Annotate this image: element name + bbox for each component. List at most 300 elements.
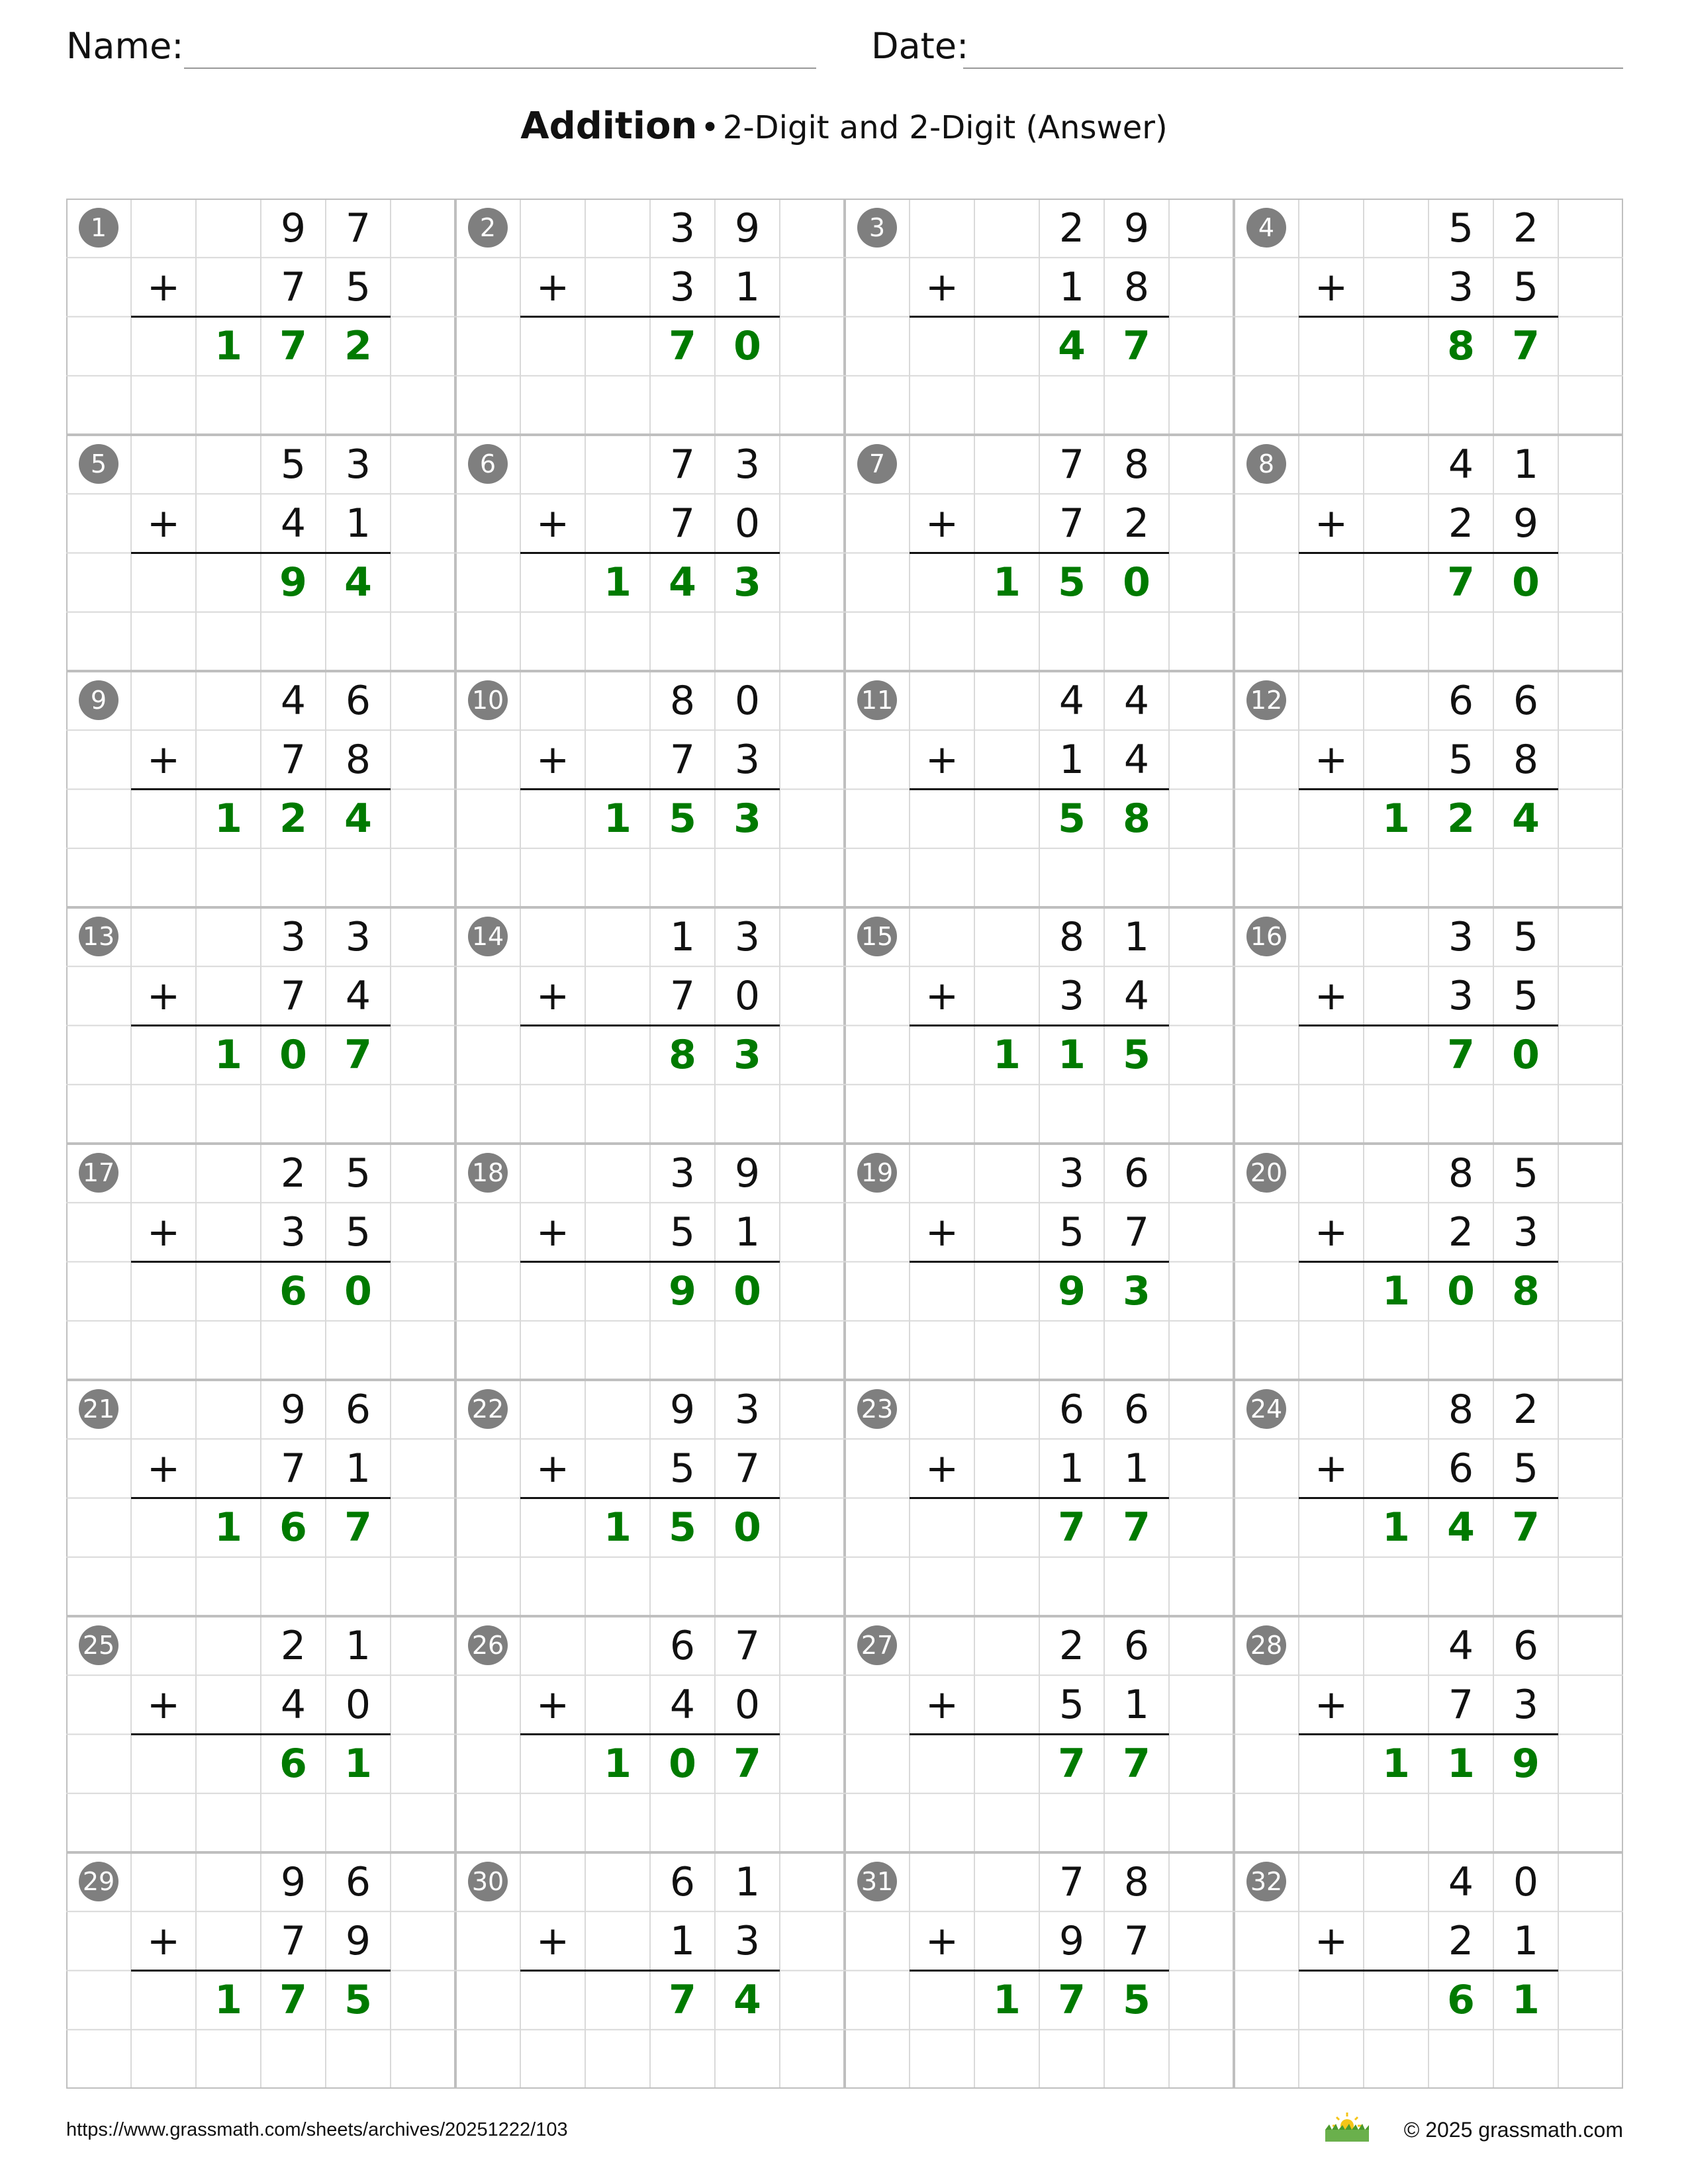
problem-number-badge: 24 xyxy=(1246,1389,1286,1429)
answer-digit: 7 xyxy=(1058,1504,1086,1551)
addend-bottom-digit: 1 xyxy=(1513,1917,1539,1964)
answer-digit: 1 xyxy=(604,1741,632,1787)
answer-digit: 9 xyxy=(1058,1268,1086,1314)
addend-top-digit: 5 xyxy=(1448,205,1474,251)
answer-digit: 0 xyxy=(1447,1268,1475,1314)
addend-top-digit: 8 xyxy=(1123,441,1150,488)
addend-bottom-digit: 5 xyxy=(669,1445,696,1492)
answer-digit: 0 xyxy=(733,323,761,369)
plus-sign: + xyxy=(146,1208,181,1255)
addend-bottom-digit: 3 xyxy=(669,263,696,310)
problem-number-badge: 25 xyxy=(79,1625,118,1665)
answer-digit: 7 xyxy=(1123,1504,1150,1551)
answer-digit: 7 xyxy=(1123,323,1150,369)
footer-url: https://www.grassmath.com/sheets/archives/20251222/103 xyxy=(66,2119,568,2140)
answer-digit: 0 xyxy=(1512,559,1540,606)
addend-bottom-digit: 4 xyxy=(1123,736,1150,783)
addend-top-digit: 2 xyxy=(1513,205,1539,251)
plus-sign: + xyxy=(925,1445,959,1492)
problem-number-badge: 2 xyxy=(468,208,508,248)
addend-bottom-digit: 7 xyxy=(280,1445,306,1492)
addend-bottom-digit: 9 xyxy=(345,1917,371,1964)
addend-bottom-digit: 1 xyxy=(1058,1445,1085,1492)
answer-digit: 5 xyxy=(1058,559,1086,606)
answer-digit: 7 xyxy=(1058,1977,1086,2023)
plus-sign: + xyxy=(536,972,570,1019)
problem-number-badge: 11 xyxy=(857,680,897,720)
addend-top-digit: 3 xyxy=(1058,1150,1085,1197)
addend-top-digit: 6 xyxy=(345,1386,371,1433)
answer-digit: 1 xyxy=(214,1977,242,2023)
addend-top-digit: 2 xyxy=(280,1622,306,1669)
addend-bottom-digit: 7 xyxy=(1448,1681,1474,1728)
addend-top-digit: 4 xyxy=(1123,677,1150,724)
addend-top-digit: 6 xyxy=(1513,677,1539,724)
addend-bottom-digit: 1 xyxy=(1058,263,1085,310)
addend-top-digit: 9 xyxy=(734,1150,761,1197)
addend-top-digit: 6 xyxy=(1448,677,1474,724)
addend-bottom-digit: 3 xyxy=(734,736,761,783)
addend-bottom-digit: 3 xyxy=(280,1208,306,1255)
problem-number-badge: 32 xyxy=(1246,1862,1286,1901)
addend-top-digit: 4 xyxy=(280,677,306,724)
addend-bottom-digit: 0 xyxy=(734,500,761,547)
addend-bottom-digit: 1 xyxy=(734,263,761,310)
plus-sign: + xyxy=(146,972,181,1019)
plus-sign: + xyxy=(146,500,181,547)
answer-digit: 0 xyxy=(1512,1032,1540,1078)
answer-digit: 8 xyxy=(1512,1268,1540,1314)
plus-sign: + xyxy=(146,1681,181,1728)
answer-digit xyxy=(974,1498,1039,1557)
problem-number-badge: 4 xyxy=(1246,208,1286,248)
answer-digit xyxy=(974,1735,1039,1794)
addend-bottom-digit: 5 xyxy=(1448,736,1474,783)
answer-digit: 6 xyxy=(279,1268,307,1314)
addend-bottom-digit: 3 xyxy=(1058,972,1085,1019)
answer-digit: 7 xyxy=(1512,1504,1540,1551)
addend-top-digit: 9 xyxy=(280,205,306,251)
addend-bottom-digit: 0 xyxy=(734,972,761,1019)
answer-digit: 1 xyxy=(1382,1268,1410,1314)
plus-sign: + xyxy=(536,1445,570,1492)
footer-copyright: © 2025 grassmath.com xyxy=(1403,2118,1623,2142)
addend-top-digit: 7 xyxy=(1058,1858,1085,1905)
addend-top-digit: 7 xyxy=(1058,441,1085,488)
addend-bottom-digit: 4 xyxy=(1123,972,1150,1019)
problem-number-badge: 21 xyxy=(79,1389,118,1429)
addend-bottom-digit: 2 xyxy=(1448,1208,1474,1255)
answer-digit: 4 xyxy=(669,559,696,606)
answer-digit: 1 xyxy=(993,1977,1021,2023)
answer-digit xyxy=(585,1971,650,2030)
addend-bottom-digit: 2 xyxy=(1448,500,1474,547)
problem-number-badge: 12 xyxy=(1246,680,1286,720)
addend-top-digit: 2 xyxy=(280,1150,306,1197)
addend-bottom-digit: 4 xyxy=(669,1681,696,1728)
problem-number-badge: 14 xyxy=(468,917,508,956)
addend-bottom-digit: 7 xyxy=(669,972,696,1019)
answer-digit: 4 xyxy=(344,559,372,606)
addend-top-digit: 9 xyxy=(734,205,761,251)
addend-top-digit: 4 xyxy=(1058,677,1085,724)
addend-bottom-digit: 7 xyxy=(280,1917,306,1964)
addend-bottom-digit: 1 xyxy=(345,1445,371,1492)
problem-number-badge: 22 xyxy=(468,1389,508,1429)
addend-top-digit: 4 xyxy=(1448,1858,1474,1905)
addend-bottom-digit: 3 xyxy=(1513,1208,1539,1255)
addend-top-digit: 9 xyxy=(669,1386,696,1433)
addend-top-digit: 8 xyxy=(1448,1386,1474,1433)
answer-digit: 1 xyxy=(1447,1741,1475,1787)
answer-digit: 7 xyxy=(344,1032,372,1078)
addend-bottom-digit: 1 xyxy=(1058,736,1085,783)
problem-number-badge: 28 xyxy=(1246,1625,1286,1665)
plus-sign: + xyxy=(536,736,570,783)
plus-sign: + xyxy=(1314,263,1348,310)
answer-digit: 1 xyxy=(1382,796,1410,842)
date-field-line[interactable] xyxy=(963,68,1623,69)
problem-number-badge: 30 xyxy=(468,1862,508,1901)
addend-top-digit: 3 xyxy=(345,913,371,960)
answer-digit: 7 xyxy=(669,1977,696,2023)
addend-top-digit: 8 xyxy=(1448,1150,1474,1197)
addend-bottom-digit: 6 xyxy=(1448,1445,1474,1492)
addend-top-digit: 5 xyxy=(280,441,306,488)
answer-digit: 4 xyxy=(1058,323,1086,369)
addend-bottom-digit: 5 xyxy=(669,1208,696,1255)
answer-digit: 1 xyxy=(604,1504,632,1551)
answer-digit xyxy=(974,1262,1039,1321)
problem-number-badge: 15 xyxy=(857,917,897,956)
title-subtitle: 2-Digit and 2-Digit (Answer) xyxy=(722,109,1168,146)
addend-bottom-digit: 3 xyxy=(734,1917,761,1964)
answer-digit: 7 xyxy=(1512,323,1540,369)
answer-digit: 1 xyxy=(993,559,1021,606)
answer-digit: 4 xyxy=(1447,1504,1475,1551)
answer-digit: 1 xyxy=(214,1504,242,1551)
answer-digit: 8 xyxy=(1123,796,1150,842)
grassmath-logo-icon xyxy=(1324,2110,1370,2143)
answer-digit: 9 xyxy=(279,559,307,606)
addend-bottom-digit: 2 xyxy=(1123,500,1150,547)
addend-top-digit: 2 xyxy=(1513,1386,1539,1433)
answer-digit: 1 xyxy=(344,1741,372,1787)
problem-number-badge: 16 xyxy=(1246,917,1286,956)
answer-digit xyxy=(1364,553,1429,612)
answer-digit: 0 xyxy=(279,1032,307,1078)
addend-top-digit: 6 xyxy=(1123,1386,1150,1433)
problem-number-badge: 31 xyxy=(857,1862,897,1901)
answer-digit: 5 xyxy=(1058,796,1086,842)
addend-top-digit: 1 xyxy=(734,1858,761,1905)
answer-digit: 4 xyxy=(344,796,372,842)
addend-top-digit: 6 xyxy=(669,1622,696,1669)
addend-bottom-digit: 1 xyxy=(345,500,371,547)
addend-bottom-digit: 4 xyxy=(280,500,306,547)
answer-digit xyxy=(585,317,650,376)
problem-number-badge: 29 xyxy=(79,1862,118,1901)
plus-sign: + xyxy=(1314,1681,1348,1728)
addend-top-digit: 3 xyxy=(669,205,696,251)
answer-digit: 4 xyxy=(1512,796,1540,842)
answer-digit: 2 xyxy=(1447,796,1475,842)
answer-digit: 5 xyxy=(344,1977,372,2023)
answer-digit: 5 xyxy=(1123,1032,1150,1078)
addend-top-digit: 3 xyxy=(669,1150,696,1197)
addend-bottom-digit: 1 xyxy=(669,1917,696,1964)
answer-digit: 6 xyxy=(1447,1977,1475,2023)
addend-top-digit: 3 xyxy=(734,913,761,960)
plus-sign: + xyxy=(1314,736,1348,783)
answer-digit: 1 xyxy=(214,1032,242,1078)
addend-top-digit: 6 xyxy=(1123,1622,1150,1669)
name-label: Name: xyxy=(66,25,184,67)
addend-top-digit: 3 xyxy=(345,441,371,488)
answer-digit xyxy=(585,1026,650,1085)
addend-bottom-digit: 5 xyxy=(1513,972,1539,1019)
plus-sign: + xyxy=(1314,972,1348,1019)
answer-digit: 6 xyxy=(279,1504,307,1551)
answer-digit xyxy=(196,553,261,612)
addend-bottom-digit: 5 xyxy=(1513,263,1539,310)
addend-top-digit: 7 xyxy=(669,441,696,488)
answer-digit: 9 xyxy=(669,1268,696,1314)
addend-top-digit: 9 xyxy=(1123,205,1150,251)
addend-top-digit: 2 xyxy=(1058,205,1085,251)
answer-digit: 7 xyxy=(279,323,307,369)
addend-bottom-digit: 1 xyxy=(734,1208,761,1255)
plus-sign: + xyxy=(536,500,570,547)
answer-digit: 0 xyxy=(733,1504,761,1551)
addend-bottom-digit: 5 xyxy=(1058,1681,1085,1728)
addend-top-digit: 3 xyxy=(734,441,761,488)
answer-digit: 3 xyxy=(1123,1268,1150,1314)
plus-sign: + xyxy=(1314,1208,1348,1255)
addend-bottom-digit: 7 xyxy=(1123,1917,1150,1964)
problem-number-badge: 18 xyxy=(468,1153,508,1193)
plus-sign: + xyxy=(146,736,181,783)
answer-digit: 7 xyxy=(1447,1032,1475,1078)
answer-digit: 7 xyxy=(1447,559,1475,606)
addend-bottom-digit: 3 xyxy=(1448,972,1474,1019)
name-field-line[interactable] xyxy=(184,68,816,69)
addend-bottom-digit: 7 xyxy=(669,736,696,783)
answer-digit: 2 xyxy=(344,323,372,369)
addend-bottom-digit: 4 xyxy=(280,1681,306,1728)
addend-bottom-digit: 0 xyxy=(345,1681,371,1728)
answer-digit xyxy=(1364,1971,1429,2030)
answer-digit: 6 xyxy=(279,1741,307,1787)
answer-digit: 5 xyxy=(669,796,696,842)
title-main: Addition xyxy=(520,105,698,148)
addend-bottom-digit: 2 xyxy=(1448,1917,1474,1964)
addend-bottom-digit: 9 xyxy=(1058,1917,1085,1964)
answer-digit xyxy=(1364,317,1429,376)
plus-sign: + xyxy=(1314,500,1348,547)
plus-sign: + xyxy=(925,500,959,547)
problem-number-badge: 6 xyxy=(468,444,508,484)
answer-digit: 4 xyxy=(733,1977,761,2023)
plus-sign: + xyxy=(925,736,959,783)
addend-top-digit: 5 xyxy=(345,1150,371,1197)
answer-digit: 7 xyxy=(733,1741,761,1787)
addend-top-digit: 7 xyxy=(734,1622,761,1669)
answer-digit: 5 xyxy=(669,1504,696,1551)
addend-bottom-digit: 5 xyxy=(345,263,371,310)
addend-top-digit: 1 xyxy=(1513,441,1539,488)
addend-top-digit: 8 xyxy=(669,677,696,724)
answer-digit: 0 xyxy=(344,1268,372,1314)
addend-bottom-digit: 5 xyxy=(1513,1445,1539,1492)
addend-top-digit: 8 xyxy=(1123,1858,1150,1905)
addend-bottom-digit: 5 xyxy=(345,1208,371,1255)
addend-bottom-digit: 8 xyxy=(1123,263,1150,310)
answer-digit: 3 xyxy=(733,559,761,606)
problem-number-badge: 10 xyxy=(468,680,508,720)
problem-number-badge: 20 xyxy=(1246,1153,1286,1193)
answer-digit: 7 xyxy=(279,1977,307,2023)
problem-number-badge: 13 xyxy=(79,917,118,956)
answer-digit: 3 xyxy=(733,1032,761,1078)
addend-top-digit: 4 xyxy=(1448,1622,1474,1669)
addend-top-digit: 1 xyxy=(345,1622,371,1669)
problem-number-badge: 7 xyxy=(857,444,897,484)
answer-digit xyxy=(1364,1026,1429,1085)
problem-number-badge: 19 xyxy=(857,1153,897,1193)
addend-top-digit: 7 xyxy=(345,205,371,251)
title-bullet: • xyxy=(700,109,720,146)
addend-bottom-digit: 7 xyxy=(734,1445,761,1492)
answer-digit: 5 xyxy=(1123,1977,1150,2023)
addend-top-digit: 0 xyxy=(734,677,761,724)
answer-digit xyxy=(974,790,1039,848)
addend-bottom-digit: 5 xyxy=(1058,1208,1085,1255)
addend-bottom-digit: 1 xyxy=(1123,1445,1150,1492)
addend-top-digit: 8 xyxy=(1058,913,1085,960)
addend-bottom-digit: 7 xyxy=(280,972,306,1019)
problem-number-badge: 1 xyxy=(79,208,118,248)
problem-number-badge: 5 xyxy=(79,444,118,484)
answer-digit: 8 xyxy=(669,1032,696,1078)
addend-top-digit: 6 xyxy=(1058,1386,1085,1433)
answer-digit: 1 xyxy=(1382,1741,1410,1787)
answer-digit xyxy=(585,1262,650,1321)
plus-sign: + xyxy=(146,1917,181,1964)
plus-sign: + xyxy=(1314,1917,1348,1964)
answer-digit: 1 xyxy=(1512,1977,1540,2023)
addend-bottom-digit: 8 xyxy=(345,736,371,783)
problem-number-badge: 23 xyxy=(857,1389,897,1429)
addend-top-digit: 4 xyxy=(1448,441,1474,488)
addend-top-digit: 5 xyxy=(1513,1150,1539,1197)
date-label: Date: xyxy=(871,25,969,67)
answer-digit: 1 xyxy=(993,1032,1021,1078)
worksheet-title xyxy=(0,105,1688,148)
addend-bottom-digit: 0 xyxy=(734,1681,761,1728)
addend-bottom-digit: 7 xyxy=(280,736,306,783)
addend-top-digit: 1 xyxy=(1123,913,1150,960)
addend-top-digit: 0 xyxy=(1513,1858,1539,1905)
plus-sign: + xyxy=(925,1208,959,1255)
addend-top-digit: 1 xyxy=(669,913,696,960)
problem-number-badge: 3 xyxy=(857,208,897,248)
addend-top-digit: 6 xyxy=(1123,1150,1150,1197)
problem-number-badge: 27 xyxy=(857,1625,897,1665)
plus-sign: + xyxy=(536,1208,570,1255)
plus-sign: + xyxy=(536,1917,570,1964)
answer-digit: 7 xyxy=(344,1504,372,1551)
plus-sign: + xyxy=(925,263,959,310)
problem-number-badge: 17 xyxy=(79,1153,118,1193)
answer-digit: 1 xyxy=(214,796,242,842)
plus-sign: + xyxy=(536,1681,570,1728)
plus-sign: + xyxy=(925,1917,959,1964)
problem-grid xyxy=(66,199,1623,2089)
answer-digit: 2 xyxy=(279,796,307,842)
addend-bottom-digit: 1 xyxy=(1123,1681,1150,1728)
addend-bottom-digit: 7 xyxy=(280,263,306,310)
addend-top-digit: 6 xyxy=(345,677,371,724)
addend-bottom-digit: 3 xyxy=(1513,1681,1539,1728)
answer-digit xyxy=(196,1262,261,1321)
answer-digit: 0 xyxy=(733,1268,761,1314)
answer-digit: 1 xyxy=(604,796,632,842)
problem-number-badge: 8 xyxy=(1246,444,1286,484)
answer-digit: 7 xyxy=(1058,1741,1086,1787)
addend-bottom-digit: 3 xyxy=(1448,263,1474,310)
addend-top-digit: 6 xyxy=(669,1858,696,1905)
addend-bottom-digit: 9 xyxy=(1513,500,1539,547)
addend-top-digit: 3 xyxy=(1448,913,1474,960)
plus-sign: + xyxy=(146,263,181,310)
addend-top-digit: 6 xyxy=(1513,1622,1539,1669)
plus-sign: + xyxy=(1314,1445,1348,1492)
problem-number-badge: 9 xyxy=(79,680,118,720)
addend-bottom-digit: 7 xyxy=(1058,500,1085,547)
answer-digit: 7 xyxy=(669,323,696,369)
plus-sign: + xyxy=(536,263,570,310)
answer-digit xyxy=(196,1735,261,1794)
addend-top-digit: 9 xyxy=(280,1858,306,1905)
problem-number-badge: 26 xyxy=(468,1625,508,1665)
answer-digit: 1 xyxy=(1058,1032,1086,1078)
plus-sign: + xyxy=(146,1445,181,1492)
addend-top-digit: 6 xyxy=(345,1858,371,1905)
addend-top-digit: 9 xyxy=(280,1386,306,1433)
answer-digit: 1 xyxy=(1382,1504,1410,1551)
answer-digit: 3 xyxy=(733,796,761,842)
answer-digit: 8 xyxy=(1447,323,1475,369)
answer-digit: 9 xyxy=(1512,1741,1540,1787)
plus-sign: + xyxy=(925,972,959,1019)
addend-top-digit: 2 xyxy=(1058,1622,1085,1669)
addend-top-digit: 3 xyxy=(734,1386,761,1433)
addend-bottom-digit: 4 xyxy=(345,972,371,1019)
addend-top-digit: 3 xyxy=(280,913,306,960)
plus-sign: + xyxy=(925,1681,959,1728)
answer-digit: 1 xyxy=(604,559,632,606)
answer-digit: 0 xyxy=(669,1741,696,1787)
addend-bottom-digit: 8 xyxy=(1513,736,1539,783)
answer-digit: 0 xyxy=(1123,559,1150,606)
answer-digit: 7 xyxy=(1123,1741,1150,1787)
answer-digit xyxy=(974,317,1039,376)
addend-bottom-digit: 7 xyxy=(669,500,696,547)
answer-digit: 1 xyxy=(214,323,242,369)
addend-top-digit: 5 xyxy=(1513,913,1539,960)
addend-bottom-digit: 7 xyxy=(1123,1208,1150,1255)
